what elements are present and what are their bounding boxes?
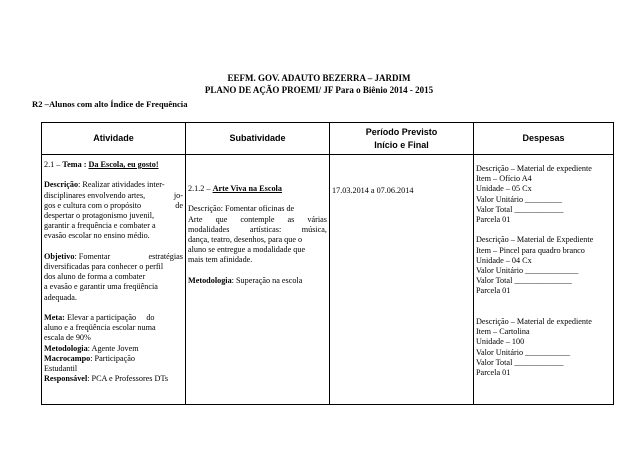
despesa-line: Parcela 01	[476, 286, 511, 296]
despesa-line: Unidade – 100	[476, 337, 525, 347]
subatividade-desc-line: mais tem afinidade.	[188, 255, 253, 265]
action-plan-table	[41, 122, 614, 405]
subatividade-desc-line: dança, teatro, desenhos, para que o	[188, 235, 303, 244]
cell-despesas	[474, 155, 614, 405]
header-atividade: Atividade	[42, 123, 186, 155]
descricao-line: evasão escolar no ensino médio.	[44, 231, 150, 241]
subatividade-desc-line: aluno se entregue a modalidade que	[188, 245, 306, 255]
despesa-line: Descrição – Material de expediente	[476, 317, 592, 326]
descricao-line: despertar o protagonismo juvenil,	[44, 211, 155, 220]
despesa-line: Descrição – Material de Expediente	[476, 235, 594, 245]
header-periodo	[330, 123, 474, 155]
cell-periodo	[330, 155, 474, 405]
school-name: EEFM. GOV. ADAUTO BEZERRA – JARDIM	[227, 73, 411, 83]
despesa-line: Valor Total ____________	[476, 357, 564, 367]
despesa-line: Item – Ofício A4	[476, 174, 532, 184]
header-periodo-line2: Início e Final	[374, 139, 429, 150]
table-row	[42, 155, 614, 405]
objetivo-line: Objetivo: Fomentar estratégias	[44, 251, 183, 261]
subatividade-title: 2.1.2 – Arte Viva na Escola	[188, 184, 282, 193]
subatividade-metodologia: Metodologia: Superação na escola	[188, 275, 303, 285]
subatividade-desc-line: modalidades artísticas: música,	[188, 224, 327, 234]
cell-subatividade	[186, 155, 330, 405]
despesa-line: Unidade – 05 Cx	[476, 184, 532, 194]
responsavel-line: Responsável: PCA e Professores DTs	[44, 374, 169, 384]
despesa-line: Item – Cartolina	[476, 327, 530, 337]
metodologia-line: Metodologia: Agente Jovem	[44, 343, 139, 353]
descricao-line: disciplinares envolvendo artes, jo-	[44, 190, 183, 200]
result-subtitle: R2 –Alunos com alto Índice de Frequência	[32, 99, 188, 109]
plan-title: PLANO DE AÇÃO PROEMI/ JF Para o Biênio 2014 - 2015	[204, 85, 434, 95]
despesa-line: Parcela 01	[476, 368, 511, 378]
header-periodo-line1: Período Previsto	[365, 126, 438, 137]
subatividade-desc-line: Arte que contemple as várias	[188, 214, 327, 224]
despesa-line: Valor Total ____________	[476, 204, 564, 214]
descricao-line: Descrição: Realizar atividades inter-	[44, 180, 165, 190]
periodo-value: 17.03.2014 a 07.06.2014	[332, 186, 414, 195]
objetivo-line: adequada.	[44, 292, 77, 302]
objetivo-line: dos aluno de forma a combater	[44, 272, 146, 282]
header-despesas: Despesas	[474, 123, 614, 155]
despesa-line: Valor Unitário _____________	[476, 266, 579, 276]
objetivo-line: diversificadas para conhecer o perfil	[44, 262, 164, 271]
despesa-line: Item – Pincel para quadro branco	[476, 245, 585, 255]
despesa-line: Parcela 01	[476, 215, 511, 225]
objetivo-line: a evasão e garantir uma freqüência	[44, 282, 158, 292]
despesa-line: Descrição – Material de expediente	[476, 164, 592, 173]
header-subatividade: Subatividade	[186, 123, 330, 155]
despesa-line: Valor Unitário ___________	[476, 347, 571, 357]
despesa-line: Valor Unitário _________	[476, 194, 562, 204]
meta-line: Meta: Elevar a participação do	[44, 313, 155, 322]
despesa-line: Valor Total ______________	[476, 276, 572, 286]
despesa-line: Unidade – 04 Cx	[476, 255, 532, 265]
meta-line: escala de 90%	[44, 333, 91, 343]
meta-line: aluno e a freqüência escolar numa	[44, 323, 156, 333]
macrocampo-line: Estudantil	[44, 364, 78, 374]
macrocampo-line: Macrocampo: Participação	[44, 353, 136, 363]
cell-atividade	[42, 155, 186, 405]
table-header-row	[42, 123, 614, 155]
descricao-line: gos e cultura com o propósito de	[44, 200, 183, 210]
descricao-line: garantir a frequência e combater a	[44, 221, 156, 231]
subatividade-desc-line: Descrição: Fomentar oficinas de	[188, 204, 295, 214]
tema-line: 2.1 – Tema : Da Escola, eu gosto!	[44, 160, 159, 169]
